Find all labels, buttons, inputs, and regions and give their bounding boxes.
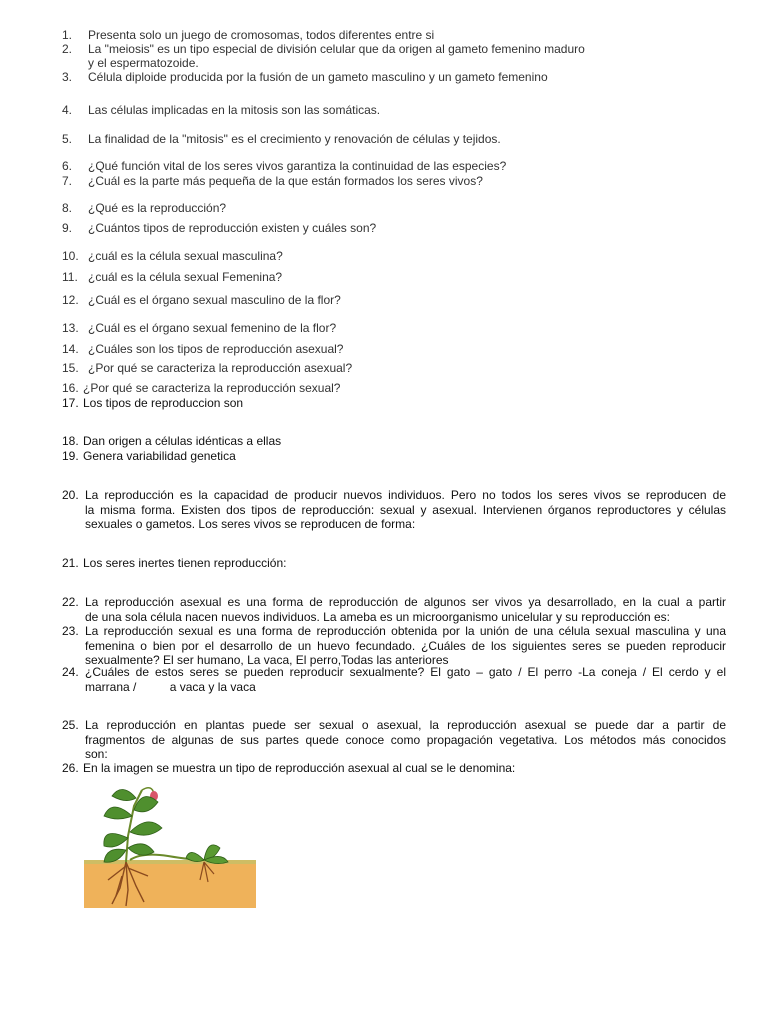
list-item-20: 20. La reproducción es la capacidad de producir nuevos individuos. Pero no todos los seres vivos se reproducen de la misma forma. Existen dos tipos de reproducción: sexual y asexual. Intervienen órganos reproductores y células sexuales o gametos. Los seres vivos se reproducen de forma: [62,488,726,531]
leaves-new-plant [186,845,228,864]
list-item-23: 23. La reproducción sexual es una forma de reproducción obtenida por la unión de una célula sexual masculina y una femenina o bien por el desarrollo de un huevo fecundado. ¿Cuáles de los siguientes seres se pueden reproducir sexualmente? El ser humano, La vaca, El perro,Todas las anteriores [62,624,726,667]
paragraph-text [62,595,726,624]
plant-runner-illustration [82,776,260,910]
paragraph-line: La reproducción asexual es una forma de reproducción de algunos ser vivos ya desarrollado, en la cual a partir [85,595,726,609]
paragraph-line: marrana / a vaca y la vaca [85,679,256,694]
paragraph-line: son: [85,747,108,761]
paragraph-line: sexuales o gametos. Los seres vivos se reproducen de forma: [85,517,416,531]
paragraph-line: ¿Cuáles de estos seres se pueden reproducir sexualmente? El gato – gato / El perro -La coneja / El cerdo y el [85,665,726,679]
paragraph-text [62,718,726,762]
paragraph-text [62,488,726,532]
leaves [104,789,162,862]
list-item-25: 25. La reproducción en plantas puede ser sexual o asexual, la reproducción asexual se puede dar a partir de fragmentos de algunas de sus partes quede conoce como propagación vegetativa. Los métodos más conocidos son: [62,718,726,761]
paragraph-line: fragmentos de algunas de sus partes quede conoce como propagación vegetativa. Los métodos más conocidos [85,732,726,747]
paragraph-line: femenina o bien por el desarrollo de un huevo fecundado. ¿Cuáles de los siguientes seres se pueden reproducir [85,638,726,653]
paragraph-line: La reproducción es la capacidad de producir nuevos individuos. Pero no todos los seres vivos se reproducen de [85,488,726,502]
list-item-24: 24. ¿Cuáles de estos seres se pueden reproducir sexualmente? El gato – gato / El perro -La coneja / El cerdo y el marrana / a vaca y la vaca [62,665,726,694]
soil [84,860,256,908]
list-item-22: 22. La reproducción asexual es una forma de reproducción de algunos ser vivos ya desarrollado, en la cual a partir de una sola célula nacen nuevos individuos. La ameba es un microorganismo unicelular y su reproducción es: [62,595,726,624]
paragraph-line: La reproducción sexual es una forma de reproducción obtenida por la unión de una célula sexual masculina y una [85,624,726,638]
paragraph-text [62,624,726,668]
paragraph-line: la misma forma. Existen dos tipos de reproducción: sexual y asexual. Intervienen órganos reproductores y células [85,502,726,517]
paragraph-line: La reproducción en plantas puede ser sexual o asexual, la reproducción asexual se puede dar a partir de [85,718,726,732]
paragraph-line: sexualmente? El ser humano, La vaca, El perro,Todas las anteriores [85,653,449,667]
paragraph-text [62,665,726,694]
paragraph-line: de una sola célula nacen nuevos individuos. La ameba es un microorganismo unicelular y su reproducción es: [85,609,671,624]
